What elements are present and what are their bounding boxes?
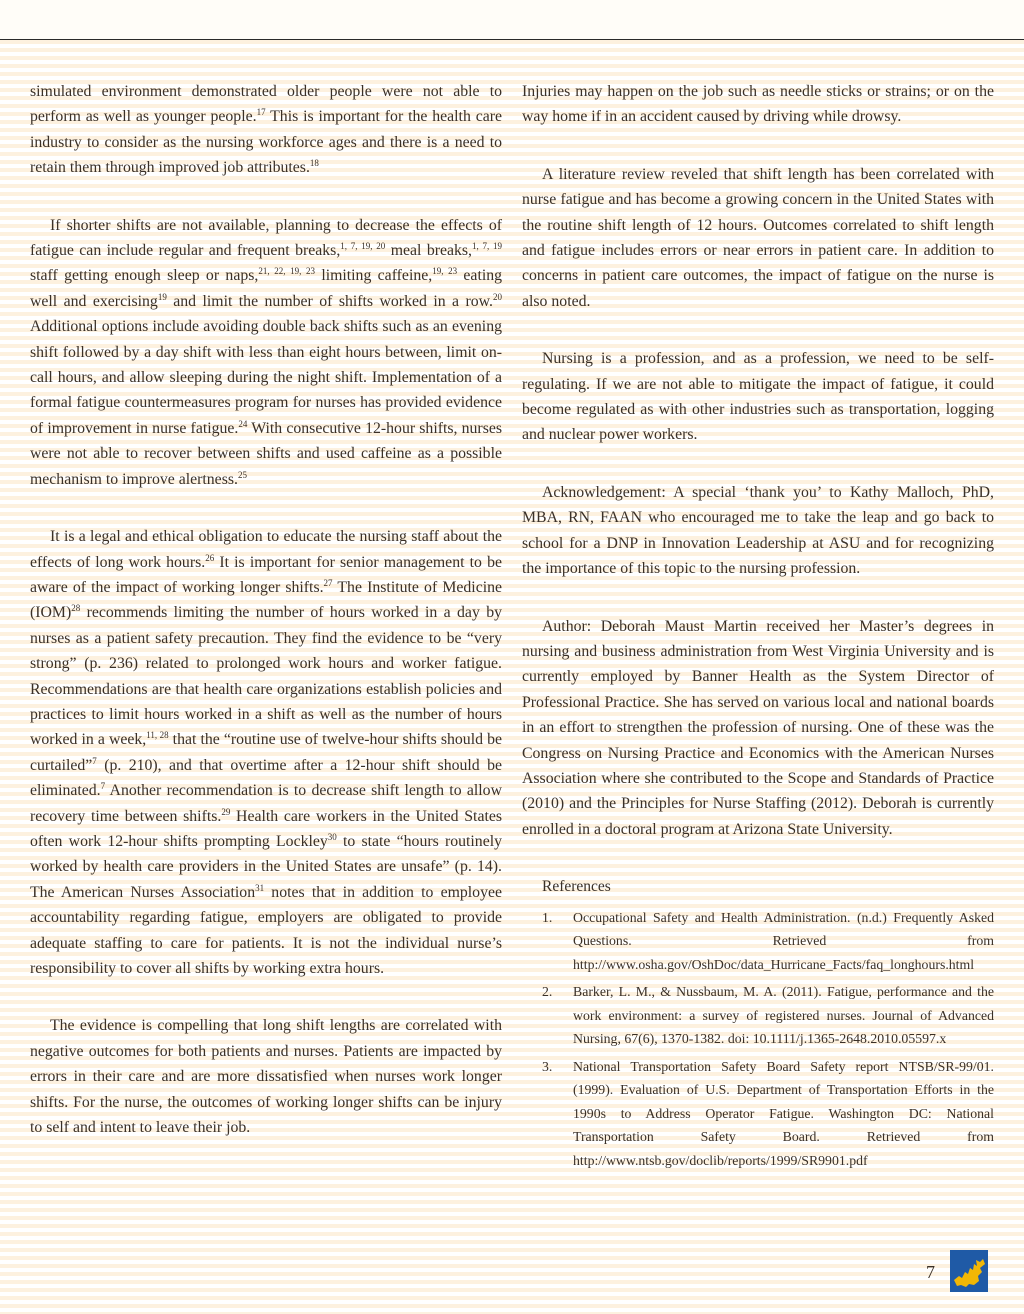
reference-number: 1. — [542, 909, 553, 925]
citation-superscript: 17 — [256, 107, 266, 118]
paragraph-text: eating well and exercising — [30, 267, 503, 310]
paragraph-text: It is a legal and ethical obligation to educate the nursing staff about the effects of long work hours. — [30, 528, 502, 571]
citation-superscript: 18 — [309, 158, 319, 169]
reference-number: 2. — [542, 984, 553, 1000]
paragraph-text: that the “routine use of twelve-hour shifts should be curtailed” — [30, 731, 502, 774]
paragraph-text: Another recommendation is to decrease shift length to allow recovery time between shifts. — [30, 782, 502, 825]
paragraph-text: notes that in addition to employee accountability regarding fatigue, employers are obligated to provide adequate staffing to care for patients. It is not the individual nurse’s responsibility to cover all shifts by working extra hours. — [30, 883, 502, 977]
paragraph-text: This is important for the health care industry to consider as the nursing workforce ages and there is a need to retain them through improved job attributes. — [30, 108, 502, 177]
reference-number: 3. — [542, 1058, 553, 1074]
reference-text: Occupational Safety and Health Administration. (n.d.) Frequently Asked Questions. Retrieved from http://www.osha.gov/OshDoc/data_Hurricane_Facts/faq_longhours.html — [573, 909, 994, 972]
west-virginia-state-icon — [950, 1250, 988, 1292]
paragraph-text: Nursing is a profession, and as a profession, we need to be self-regulating. If we are not able to mitigate the impact of fatigue, it could become regulated as with other industries such as transportation, logging and nuclear power workers. — [522, 350, 994, 444]
paragraph — [30, 213, 502, 492]
right-column — [522, 79, 994, 1176]
paragraph — [30, 524, 502, 981]
paragraph-text: With consecutive 12-hour shifts, nurses were not able to recover between shifts and used caffeine as a possible mechanism to improve alertness. — [30, 419, 502, 488]
paragraph-text: Additional options include avoiding double back shifts such as an evening shift followed by a day shift with less than eight hours between, limit on-call hours, and allow sleeping during the night shift. Implementation of a formal fatigue countermeasures program for nurses has provided evidence of improvement in nurse fatigue. — [30, 318, 502, 437]
citation-superscript: 31 — [255, 882, 265, 893]
citation-superscript: 24 — [238, 418, 248, 429]
citation-superscript: 25 — [237, 469, 247, 480]
paragraph-text: to state “hours routinely worked by health care providers in the United States are unsafe” (p. 14). The American Nurses Association — [30, 832, 502, 901]
paragraph-text: staff getting enough sleep or naps, — [30, 267, 259, 285]
paragraph-text: limiting caffeine, — [314, 267, 433, 285]
citation-superscript: 28 — [71, 603, 81, 614]
paragraph-text: Injuries may happen on the job such as needle sticks or strains; or on the way home if in an accident caused by driving while drowsy. — [522, 83, 994, 126]
citation-superscript: 21, 22, 19, 23 — [258, 266, 315, 277]
reference-text: National Transportation Safety Board Safety report NTSB/SR-99/01. (1999). Evaluation of U.S. Department of Transportation Efforts in the 1990s to Address Operator Fatigue. Washington DC: National Transportation Safety Board. Retrieved from http://www.ntsb.gov/doclib/reports/1999/SR9901.pdf — [573, 1058, 994, 1168]
paragraph — [30, 79, 502, 181]
reference-text: Barker, L. M., & Nussbaum, M. A. (2011). Fatigue, performance and the work environment: a survey of registered nurses. Journal of Advanced Nursing, 67(6), 1370-1382. doi: 10.1111/j.1365-2648.2010.05597.x — [573, 984, 994, 1047]
paragraph — [522, 346, 994, 448]
citation-superscript: 1, 7, 19 — [472, 241, 502, 252]
acknowledgement — [522, 480, 994, 582]
paragraph-text: Author: Deborah Maust Martin received her Master’s degrees in nursing and business administration from West Virginia University and is currently employed by Banner Health as the System Director of Professional Practice. She has served on various local and national boards in an effort to strengthen the profession of nursing. One of these was the Congress on Nursing Practice and Economics with the American Nurses Association where she contributed to the Scope and Standards of Practice (2010) and the Principles for Nurse Staffing (2012). Deborah is currently enrolled in a doctoral program at Arizona State University. — [522, 617, 994, 838]
paragraph-text: The Institute of Medicine (IOM) — [30, 578, 503, 622]
author-bio — [522, 614, 994, 843]
citation-superscript: 19 — [157, 291, 167, 302]
citation-superscript: 1, 7, 19, 20 — [340, 241, 386, 252]
paragraph — [522, 79, 994, 130]
citation-superscript: 20 — [493, 291, 502, 302]
left-column — [30, 79, 502, 1172]
citation-superscript: 11, 28 — [146, 730, 169, 741]
paragraph-text: It is important for senior management to be aware of the impact of working longer shifts. — [30, 553, 502, 596]
paragraph-text: The evidence is compelling that long shift lengths are correlated with negative outcomes for both patients and nurses. Patients are impacted by errors in their care and are more dissatisfied when nurses work longer shifts. For the nurse, the outcomes of working longer shifts can be injury to self and intent to leave their job. — [30, 1017, 502, 1137]
paragraph-text: A literature review reveled that shift length has been correlated with nurse fatigue and has become a growing concern in the United States with the routine shift length of 12 hours. Outcomes correlated to shift length and fatigue includes errors or near errors in patient care. In addition to concerns in patient care outcomes, the impact of fatigue on the nurse is also noted. — [522, 165, 994, 310]
citation-superscript: 29 — [221, 806, 231, 817]
citation-superscript: 27 — [323, 577, 333, 588]
paragraph-text: (p. 210), and that overtime after a 12-hour shift should be eliminated. — [30, 756, 502, 800]
page-number: 7 — [926, 1262, 935, 1282]
reference-item — [522, 1055, 994, 1173]
citation-superscript: 19, 23 — [432, 266, 458, 277]
citation-superscript: 7 — [100, 781, 106, 792]
paragraph-text: simulated environment demonstrated older people were not able to perform as well as younger people. — [30, 83, 502, 126]
references-list — [522, 906, 994, 1173]
citation-superscript: 26 — [205, 552, 215, 563]
paragraph-text: recommends limiting the number of hours worked in a day by nurses as a patient safety precaution. They find the evidence to be “very strong” (p. 236) related to prolonged work hours and worker fatigue. Recommendations are that health care organizations establish policies and practices to limit hours worked in a shift as well as the number of hours worked in a week, — [30, 604, 502, 749]
reference-item — [522, 906, 994, 977]
paragraph-text: and limit the number of shifts worked in a row. — [166, 292, 493, 310]
paragraph — [522, 162, 994, 314]
citation-superscript: 7 — [92, 755, 97, 766]
paragraph — [30, 1013, 502, 1140]
references-heading: References — [542, 878, 611, 896]
paragraph-text: If shorter shifts are not available, planning to decrease the effects of fatigue can include regular and frequent breaks, — [30, 216, 502, 260]
paragraph-text: Health care workers in the United States often work 12-hour shifts prompting Lockley — [30, 807, 503, 850]
paragraph-text: meal breaks, — [385, 242, 473, 260]
paragraph-text: Acknowledgement: A special ‘thank you’ to Kathy Malloch, PhD, MBA, RN, FAAN who encouraged me to take the leap and go back to school for a DNP in Innovation Leadership at ASU and for recognizing the importance of this topic to the nursing profession. — [522, 483, 994, 578]
reference-item — [522, 980, 994, 1051]
header-rule — [0, 39, 1024, 40]
citation-superscript: 30 — [327, 831, 337, 842]
